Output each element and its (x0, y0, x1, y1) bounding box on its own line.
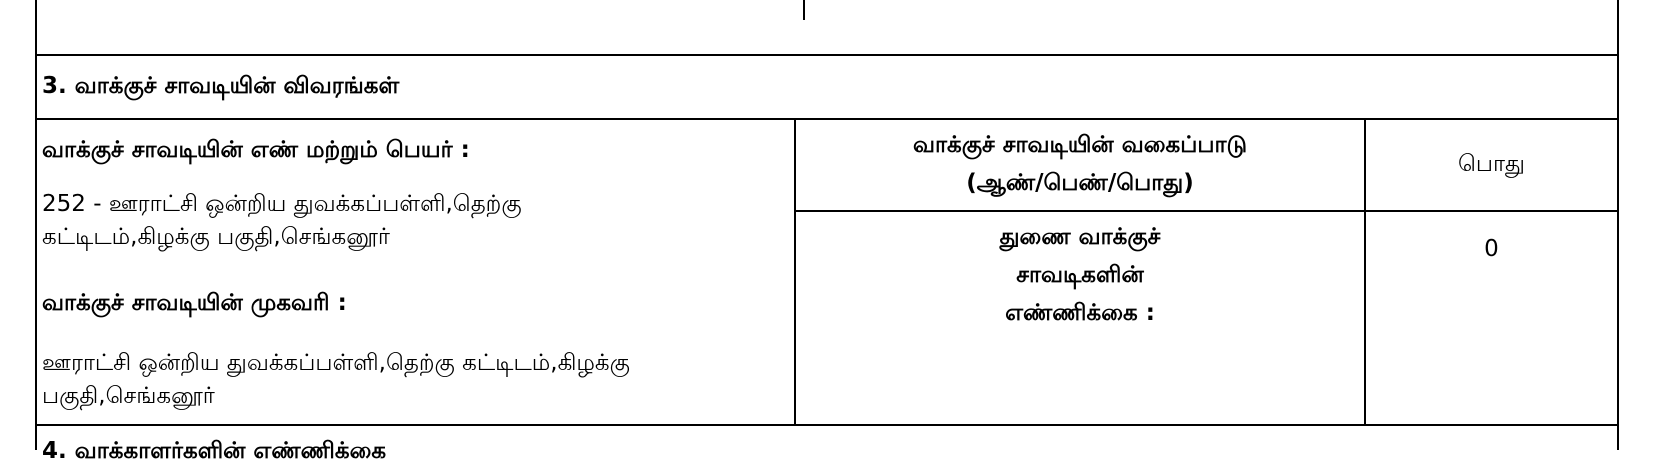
section4-title: 4. வாக்காளர்களின் எண்ணிக்கை (42, 438, 387, 464)
table-left-border (35, 0, 37, 450)
category-label-line1: வாக்குச் சாவடியின் வகைப்பாடு (912, 132, 1248, 158)
booth-name-value-line1: 252 - ஊராட்சி ஒன்றிய துவக்கப்பள்ளி,தெற்கு (42, 191, 522, 217)
section3-title-bottom-border (35, 118, 1619, 120)
section3-title: 3. வாக்குச் சாவடியின் விவரங்கள் (42, 73, 400, 99)
section4-title-clip (42, 428, 942, 464)
previous-row-divider (803, 0, 805, 20)
aux-booths-value: 0 (1484, 236, 1499, 262)
aux-booths-label-line2: சாவடிகளின் (1016, 262, 1144, 288)
booth-name-value-line2: கட்டிடம்,கிழக்கு பகுதி,செங்கனூர் (42, 224, 390, 250)
booth-address-label: வாக்குச் சாவடியின் முகவரி : (42, 290, 347, 316)
table-right-border (1617, 0, 1619, 450)
previous-row-bottom-border (35, 54, 1619, 56)
booth-name-label: வாக்குச் சாவடியின் எண் மற்றும் பெயர் : (42, 137, 470, 163)
category-value: பொது (1458, 151, 1525, 177)
section3-bottom-border (35, 424, 1619, 426)
aux-booths-label-line1: துணை வாக்குச் (999, 224, 1161, 250)
inner-row-divider (794, 210, 1619, 212)
aux-booths-label-line3: எண்ணிக்கை : (1005, 300, 1155, 326)
booth-address-line2: பகுதி,செங்கனூர் (42, 383, 215, 409)
booth-address-line1: ஊராட்சி ஒன்றிய துவக்கப்பள்ளி,தெற்கு கட்டிடம்,கிழக்கு (42, 350, 630, 376)
category-label-line2: (ஆண்/பெண்/பொது) (966, 170, 1194, 196)
